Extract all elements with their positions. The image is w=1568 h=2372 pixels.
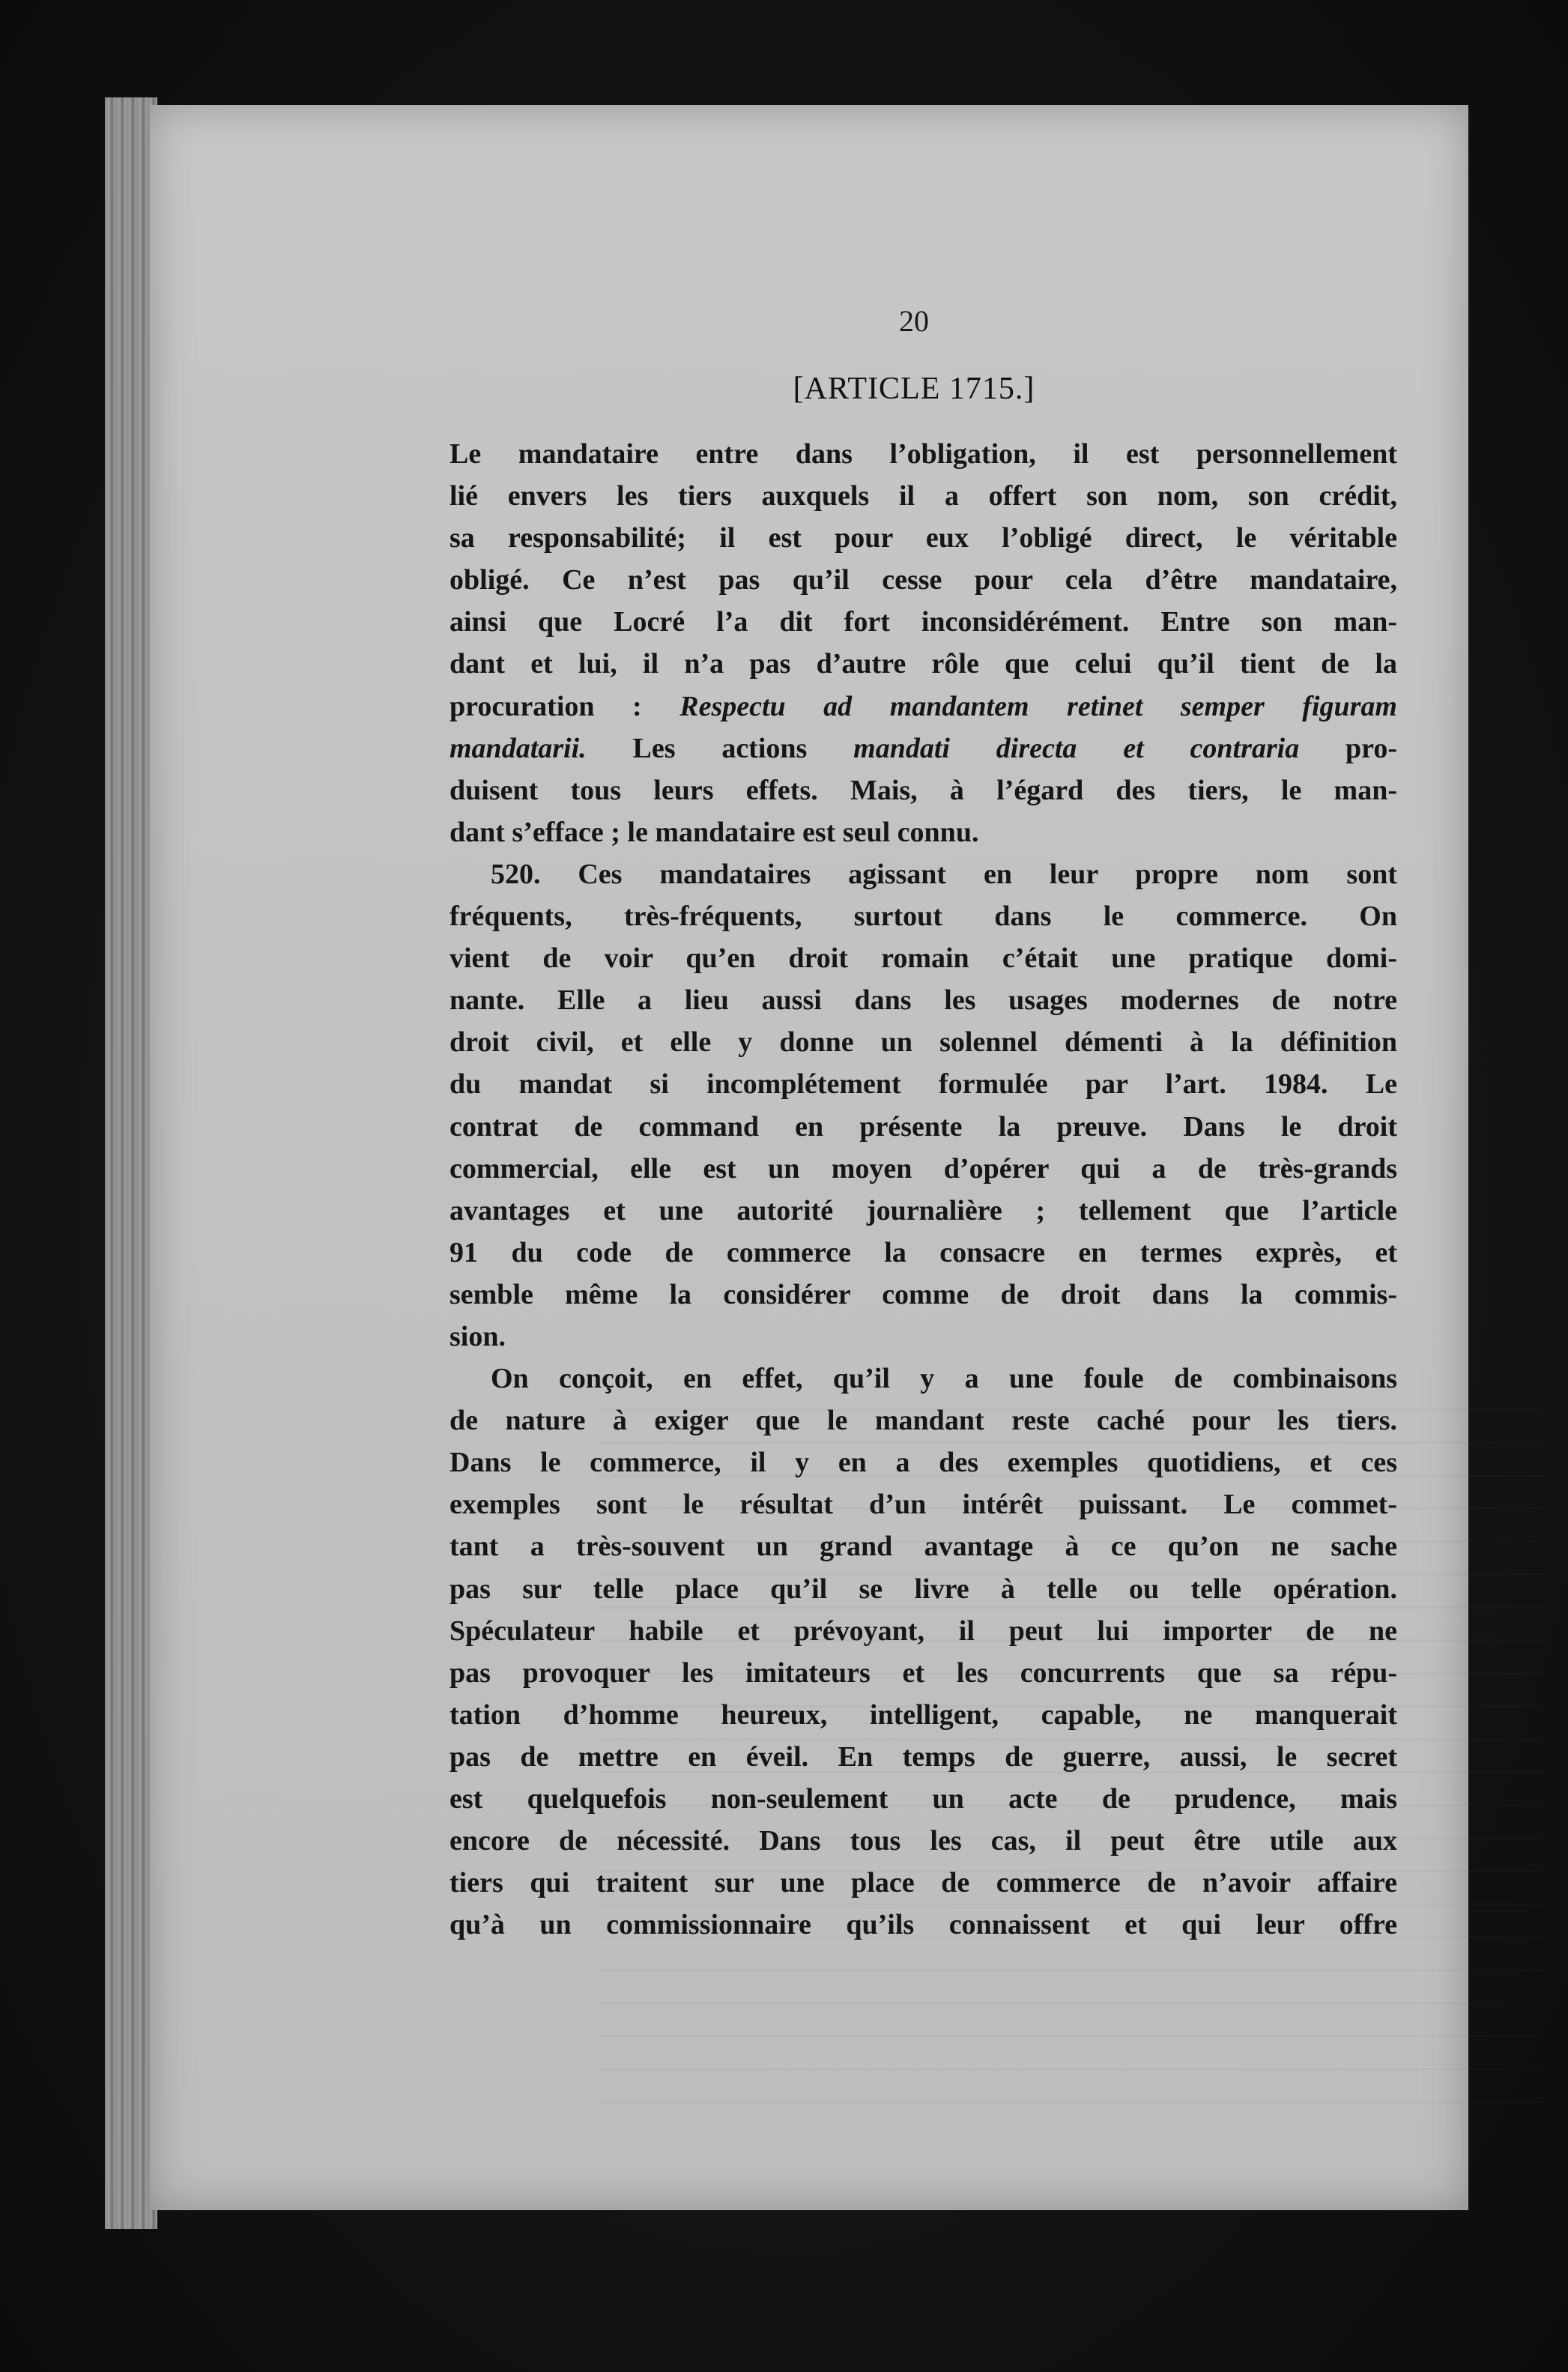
text-run: pro- <box>1299 732 1397 764</box>
latin-quote: Respectu ad mandantem retinet semper figuram <box>679 690 1397 722</box>
text-run: procuration : <box>449 690 680 722</box>
text-line: obligé. Ce n’est pas qu’il cesse pour cela d’être mandataire, <box>449 564 1397 596</box>
text-line: duisent tous leurs effets. Mais, à l’égard des tiers, le man- <box>449 774 1397 806</box>
text-line: nante. Elle a lieu aussi dans les usages modernes de notre <box>449 984 1397 1017</box>
text-line: de nature à exiger que le mandant reste caché pour les tiers. <box>449 1405 1397 1437</box>
text-line: encore de nécessité. Dans tous les cas, il peut être utile aux <box>449 1825 1397 1857</box>
text-line: tation d’homme heureux, intelligent, capable, ne manquerait <box>449 1698 1397 1731</box>
text-line: 91 du code de commerce la consacre en termes exprès, et <box>449 1236 1397 1268</box>
text-line: du mandat si incomplétement formulée par l’art. 1984. Le <box>449 1068 1397 1101</box>
text-line <box>449 727 1397 769</box>
text-line: tant a très-souvent un grand avantage à ce qu’on ne sache <box>449 1531 1397 1563</box>
latin-quote: mandatarii. <box>449 732 587 764</box>
text-line: fréquents, très-fréquents, surtout dans le commerce. On <box>449 901 1397 933</box>
text-line: dant et lui, il n’a pas d’autre rôle que celui qu’il tient de la <box>449 648 1397 680</box>
article-heading: [ARTICLE 1715.] <box>793 372 1035 406</box>
text-line: 520. Ces mandataires agissant en leur propre nom sont <box>491 858 1397 890</box>
text-line: pas sur telle place qu’il se livre à telle ou telle opération. <box>449 1573 1397 1605</box>
text-line: tiers qui traitent sur une place de commerce de n’avoir affaire <box>449 1867 1397 1899</box>
text-line: avantages et une autorité journalière ; tellement que l’article <box>449 1194 1397 1226</box>
text-line: dant s’efface ; le mandataire est seul connu. <box>449 816 979 848</box>
text-line: ainsi que Locré l’a dit fort inconsidérément. Entre son man- <box>449 606 1397 638</box>
text-line: pas provoquer les imitateurs et les concurrents que sa répu- <box>449 1657 1397 1689</box>
text-line: semble même la considérer comme de droit dans la commis- <box>449 1278 1397 1310</box>
text-line: Spéculateur habile et prévoyant, il peut lui importer de ne <box>449 1615 1397 1647</box>
text-line: On conçoit, en effet, qu’il y a une foule de combinaisons <box>491 1363 1397 1395</box>
text-line: vient de voir qu’en droit romain c’était une pratique domi- <box>449 943 1397 975</box>
page-number: 20 <box>899 304 929 338</box>
text-line: contrat de command en présente la preuve. Dans le droit <box>449 1110 1397 1143</box>
text-line: exemples sont le résultat d’un intérêt puissant. Le commet- <box>449 1489 1397 1521</box>
text-line: droit civil, et elle y donne un solennel démenti à la définition <box>449 1026 1397 1059</box>
text-line: commercial, elle est un moyen d’opérer qui a de très-grands <box>449 1152 1397 1185</box>
text-line: Le mandataire entre dans l’obligation, il est personnellement <box>449 438 1397 470</box>
body-text <box>449 433 1397 1946</box>
text-line: qu’à un commissionnaire qu’ils connaissent et qui leur offre <box>449 1909 1397 1941</box>
text-line: est quelquefois non-seulement un acte de prudence, mais <box>449 1783 1397 1815</box>
text-line <box>449 686 1397 727</box>
text-line: sion. <box>449 1320 506 1352</box>
text-line: sa responsabilité; il est pour eux l’obligé direct, le véritable <box>449 522 1397 554</box>
latin-term: mandati directa et contraria <box>853 732 1300 764</box>
text-line: Dans le commerce, il y en a des exemples quotidiens, et ces <box>449 1447 1397 1479</box>
text-run: Les actions <box>586 732 854 764</box>
text-line: pas de mettre en éveil. En temps de guerre, aussi, le secret <box>449 1740 1397 1773</box>
text-line: lié envers les tiers auxquels il a offert son nom, son crédit, <box>449 480 1397 512</box>
